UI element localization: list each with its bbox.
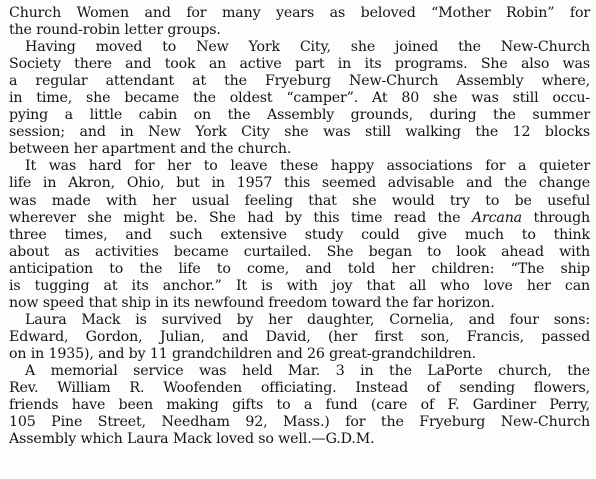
text-line: three times, and such extensive study could give much to think [9, 226, 590, 243]
text-line: life in Akron, Ohio, but in 1957 this seemed advisable and the change [9, 175, 590, 192]
text-line: in time, she became the oldest “camper”. At 80 she was still occu- [9, 90, 590, 107]
paragraph-3 [9, 158, 590, 311]
text-line: 105 Pine Street, Needham 92, Mass.) for the Fryeburg New-Church [9, 414, 590, 431]
text-line: is tugging at its anchor.” It is with joy that all who love her can [9, 277, 590, 294]
text-line: Church Women and for many years as beloved “Mother Robin” for [9, 5, 590, 21]
text-line: pying a little cabin on the Assembly grounds, during the summer [9, 107, 590, 124]
text-line: a regular attendant at the Fryeburg New-Church Assembly where, [9, 73, 590, 90]
text-line: Rev. William R. Woofenden officiating. Instead of sending flowers, [9, 380, 590, 397]
text-line-with-italic: wherever she might be. She had by this time read the Arcana through [9, 209, 590, 226]
text-line: Assembly which Laura Mack loved so well.—G.D.M. [9, 431, 375, 448]
text-line: A memorial service was held Mar. 3 in the LaPorte church, the [25, 362, 590, 379]
paragraph-2 [9, 39, 590, 158]
text-line: now speed that ship in its newfound freedom toward the far horizon. [9, 294, 495, 311]
text-line: friends have been making gifts to a fund (care of F. Gardiner Perry, [9, 397, 590, 414]
text-line: Edward, Gordon, Julian, and David, (her first son, Francis, passed [9, 328, 590, 345]
text-line: Having moved to New York City, she joined the New-Church [25, 39, 590, 56]
text-line: Society there and took an active part in its programs. She also was [9, 56, 590, 73]
text-line: It was hard for her to leave these happy associations for a quieter [25, 158, 590, 175]
paragraph-4 [9, 312, 590, 363]
text-line: about as activities became curtailed. She began to look ahead with [9, 243, 590, 260]
paragraph-1 [9, 5, 590, 39]
paragraph-5 [9, 363, 590, 448]
text-line: anticipation to the life to come, and told her children: “The ship [9, 260, 590, 277]
italic-title: Arcana [471, 209, 522, 226]
text-line: between her apartment and the church. [9, 141, 292, 158]
text-line: the round-robin letter groups. [9, 22, 221, 39]
text-line: on in 1935), and by 11 grandchildren and 26 great-grandchildren. [9, 345, 476, 362]
body-text [9, 5, 590, 448]
text-line: was made with her usual feeling that she would try to be useful [9, 192, 590, 209]
text-line: session; and in New York City she was still walking the 12 blocks [9, 124, 590, 141]
text-line: Laura Mack is survived by her daughter, Cornelia, and four sons: [25, 311, 590, 328]
